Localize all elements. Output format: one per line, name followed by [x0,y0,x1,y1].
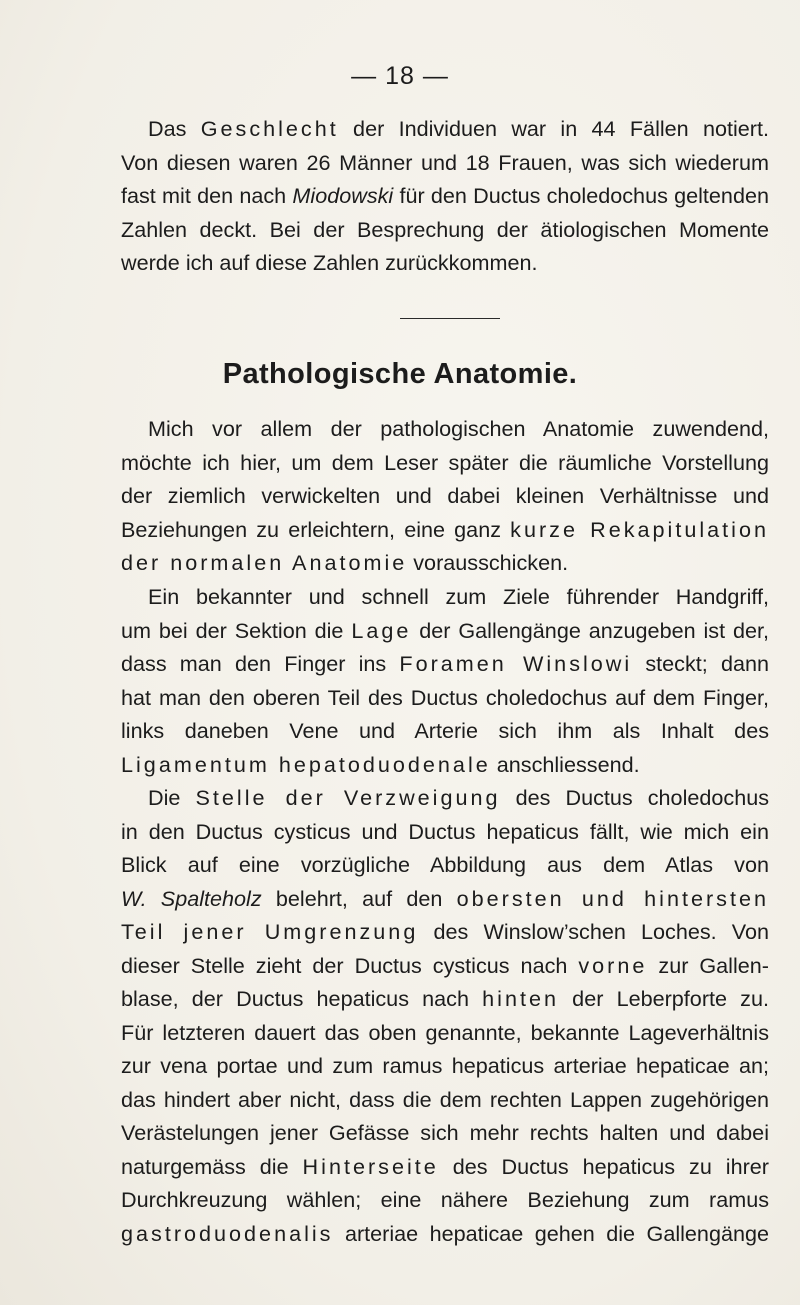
paragraph-handgriff [121,580,769,781]
section-divider [400,318,500,319]
paragraph-verzweigung [121,781,769,1250]
text-line: das hindert aber nicht, dass die dem rechten Lappen zugehörigen [121,1086,769,1112]
text-line: dass man den Finger ins Foramen Winslowi steckt; dann [121,651,769,676]
text-line: Ligamentum hepatoduodenale anschliessend. [121,751,640,777]
text-line: naturgemäss die Hinterseite des Ductus hepaticus zu ihrer [121,1153,769,1179]
text-line: fast mit den nach Miodowski für den Ductus choledochus geltenden [121,183,769,208]
text-line: Von diesen waren 26 Männer und 18 Frauen, was sich wiederum [121,149,769,175]
text-line: möchte ich hier, um dem Leser später die räumliche Vorstellung [121,449,769,475]
text-line: Teil jener Umgrenzung des Winslow’schen Loches. Von [121,919,770,944]
text-line: blase, der Ductus hepaticus nach hinten der Leberpforte zu. [121,986,769,1011]
text-line: werde ich auf diese Zahlen zurückkommen. [121,250,538,275]
text-line: in den Ductus cysticus und Ductus hepaticus fällt, wie mich ein [121,818,769,844]
section-heading: Pathologische Anatomie. [222,358,578,390]
text-line: zur vena portae und zum ramus hepaticus arteriae hepaticae an; [121,1053,769,1078]
text-line: hat man den oberen Teil des Ductus choledochus auf dem Finger, [121,684,769,710]
text-line: um bei der Sektion die Lage der Gallengänge anzugeben ist der, [121,617,769,643]
text-line: Zahlen deckt. Bei der Besprechung der ätiologischen Momente [121,216,769,242]
intro-paragraph [121,112,769,280]
text-line: der normalen Anatomie vorausschicken. [121,550,569,575]
text-line: Blick auf eine vorzügliche Abbildung aus dem Atlas von [121,852,769,877]
text-line: Verästelungen jener Gefässe sich mehr rechts halten und dabei [121,1120,769,1145]
text-line: Ein bekannter und schnell zum Ziele führender Handgriff, [148,584,769,609]
text-line: Mich vor allem der pathologischen Anatomie zuwendend, [148,416,769,441]
text-line: links daneben Vene und Arterie sich ihm als Inhalt des [121,718,769,743]
text-line: W. Spalteholz belehrt, auf den obersten und hintersten [121,885,769,911]
text-line: Für letzteren dauert das oben genannte, bekannte Lageverhältnis [121,1019,769,1045]
page-number: — 18 — [351,62,449,90]
text-line: Die Stelle der Verzweigung des Ductus choledochus [148,785,770,810]
paragraph-intro-anatomy [121,412,769,580]
text-line: dieser Stelle zieht der Ductus cysticus nach vorne zur Gallen- [121,952,769,978]
text-line: Beziehungen zu erleichtern, eine ganz kurze Rekapitulation [121,516,769,542]
text-line: Durchkreuzung wählen; eine nähere Beziehung zum ramus [121,1187,769,1212]
text-line: gastroduodenalis arteriae hepaticae gehen die Gallengänge [121,1220,769,1246]
text-line: der ziemlich verwickelten und dabei kleinen Verhältnisse und [121,483,769,508]
text-line: Das Geschlecht der Individuen war in 44 Fällen notiert. [148,116,769,141]
